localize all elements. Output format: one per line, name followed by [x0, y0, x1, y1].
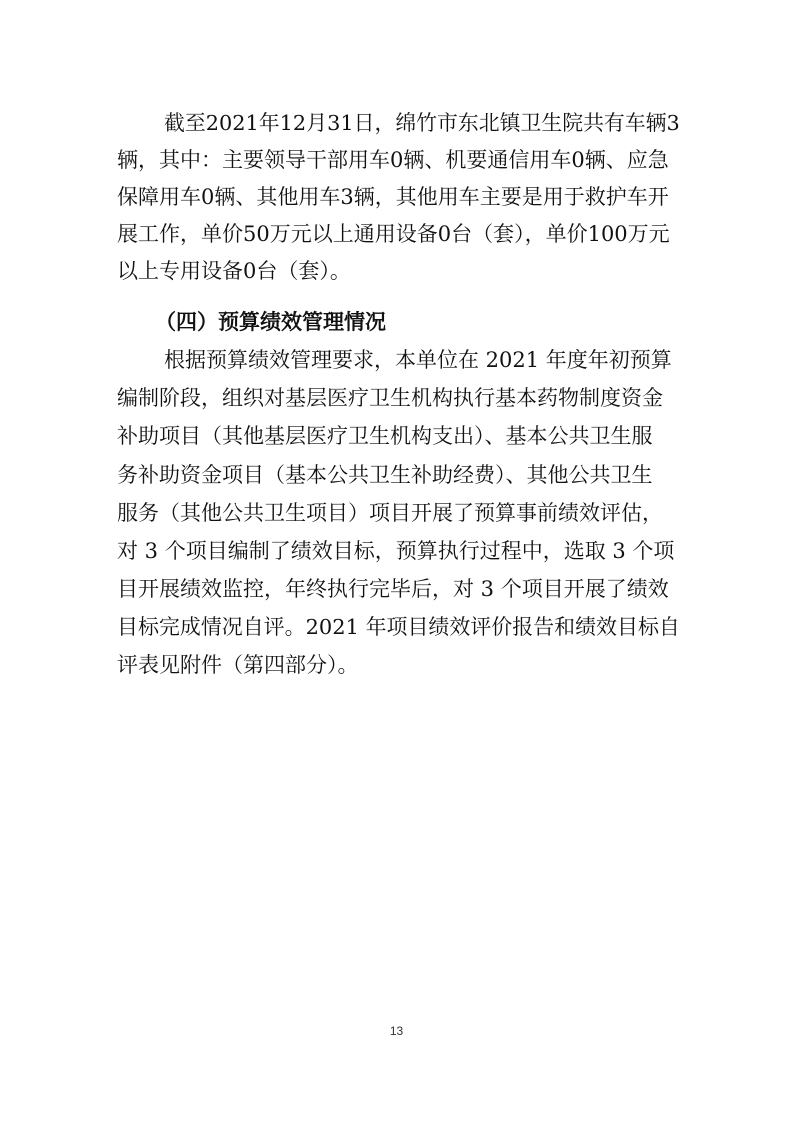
- paragraph-line: 务补助资金项目（基本公共卫生补助经费）、其他公共卫生: [117, 463, 653, 487]
- paragraph-line: 目开展绩效监控，年终执行完毕后，对 3 个项目开展了绩效: [117, 577, 669, 601]
- paragraph-line: 编制阶段，组织对基层医疗卫生机构执行基本药物制度资金: [117, 386, 663, 410]
- paragraph-line: 保障用车0辆、其他用车3辆，其他用车主要是用于救护车开: [117, 185, 669, 209]
- paragraph-line: 目标完成情况自评。2021 年项目绩效评价报告和绩效目标自: [117, 615, 680, 639]
- paragraph-line: 补助项目（其他基层医疗卫生机构支出）、基本公共卫生服: [117, 424, 653, 448]
- paragraph-line: 根据预算绩效管理要求，本单位在 2021 年度年初预算: [164, 348, 672, 372]
- paragraph-line: 以上专用设备0台（套）。: [117, 259, 351, 283]
- paragraph-line: 展工作，单价50万元以上通用设备0台（套），单价100万元: [117, 222, 670, 246]
- paragraph-line: 辆，其中：主要领导干部用车0辆、机要通信用车0辆、应急: [117, 148, 669, 172]
- paragraph-line: 服务（其他公共卫生项目）项目开展了预算事前绩效评估，: [117, 501, 663, 525]
- section-heading: （四）预算绩效管理情况: [155, 310, 386, 334]
- paragraph-line: 对 3 个项目编制了绩效目标，预算执行过程中，选取 3 个项: [117, 539, 675, 563]
- paragraph-line: 评表见附件（第四部分）。: [117, 653, 359, 677]
- paragraph-line: 截至2021年12月31日，绵竹市东北镇卫生院共有车辆3: [164, 111, 680, 135]
- page-number: 13: [389, 1024, 404, 1038]
